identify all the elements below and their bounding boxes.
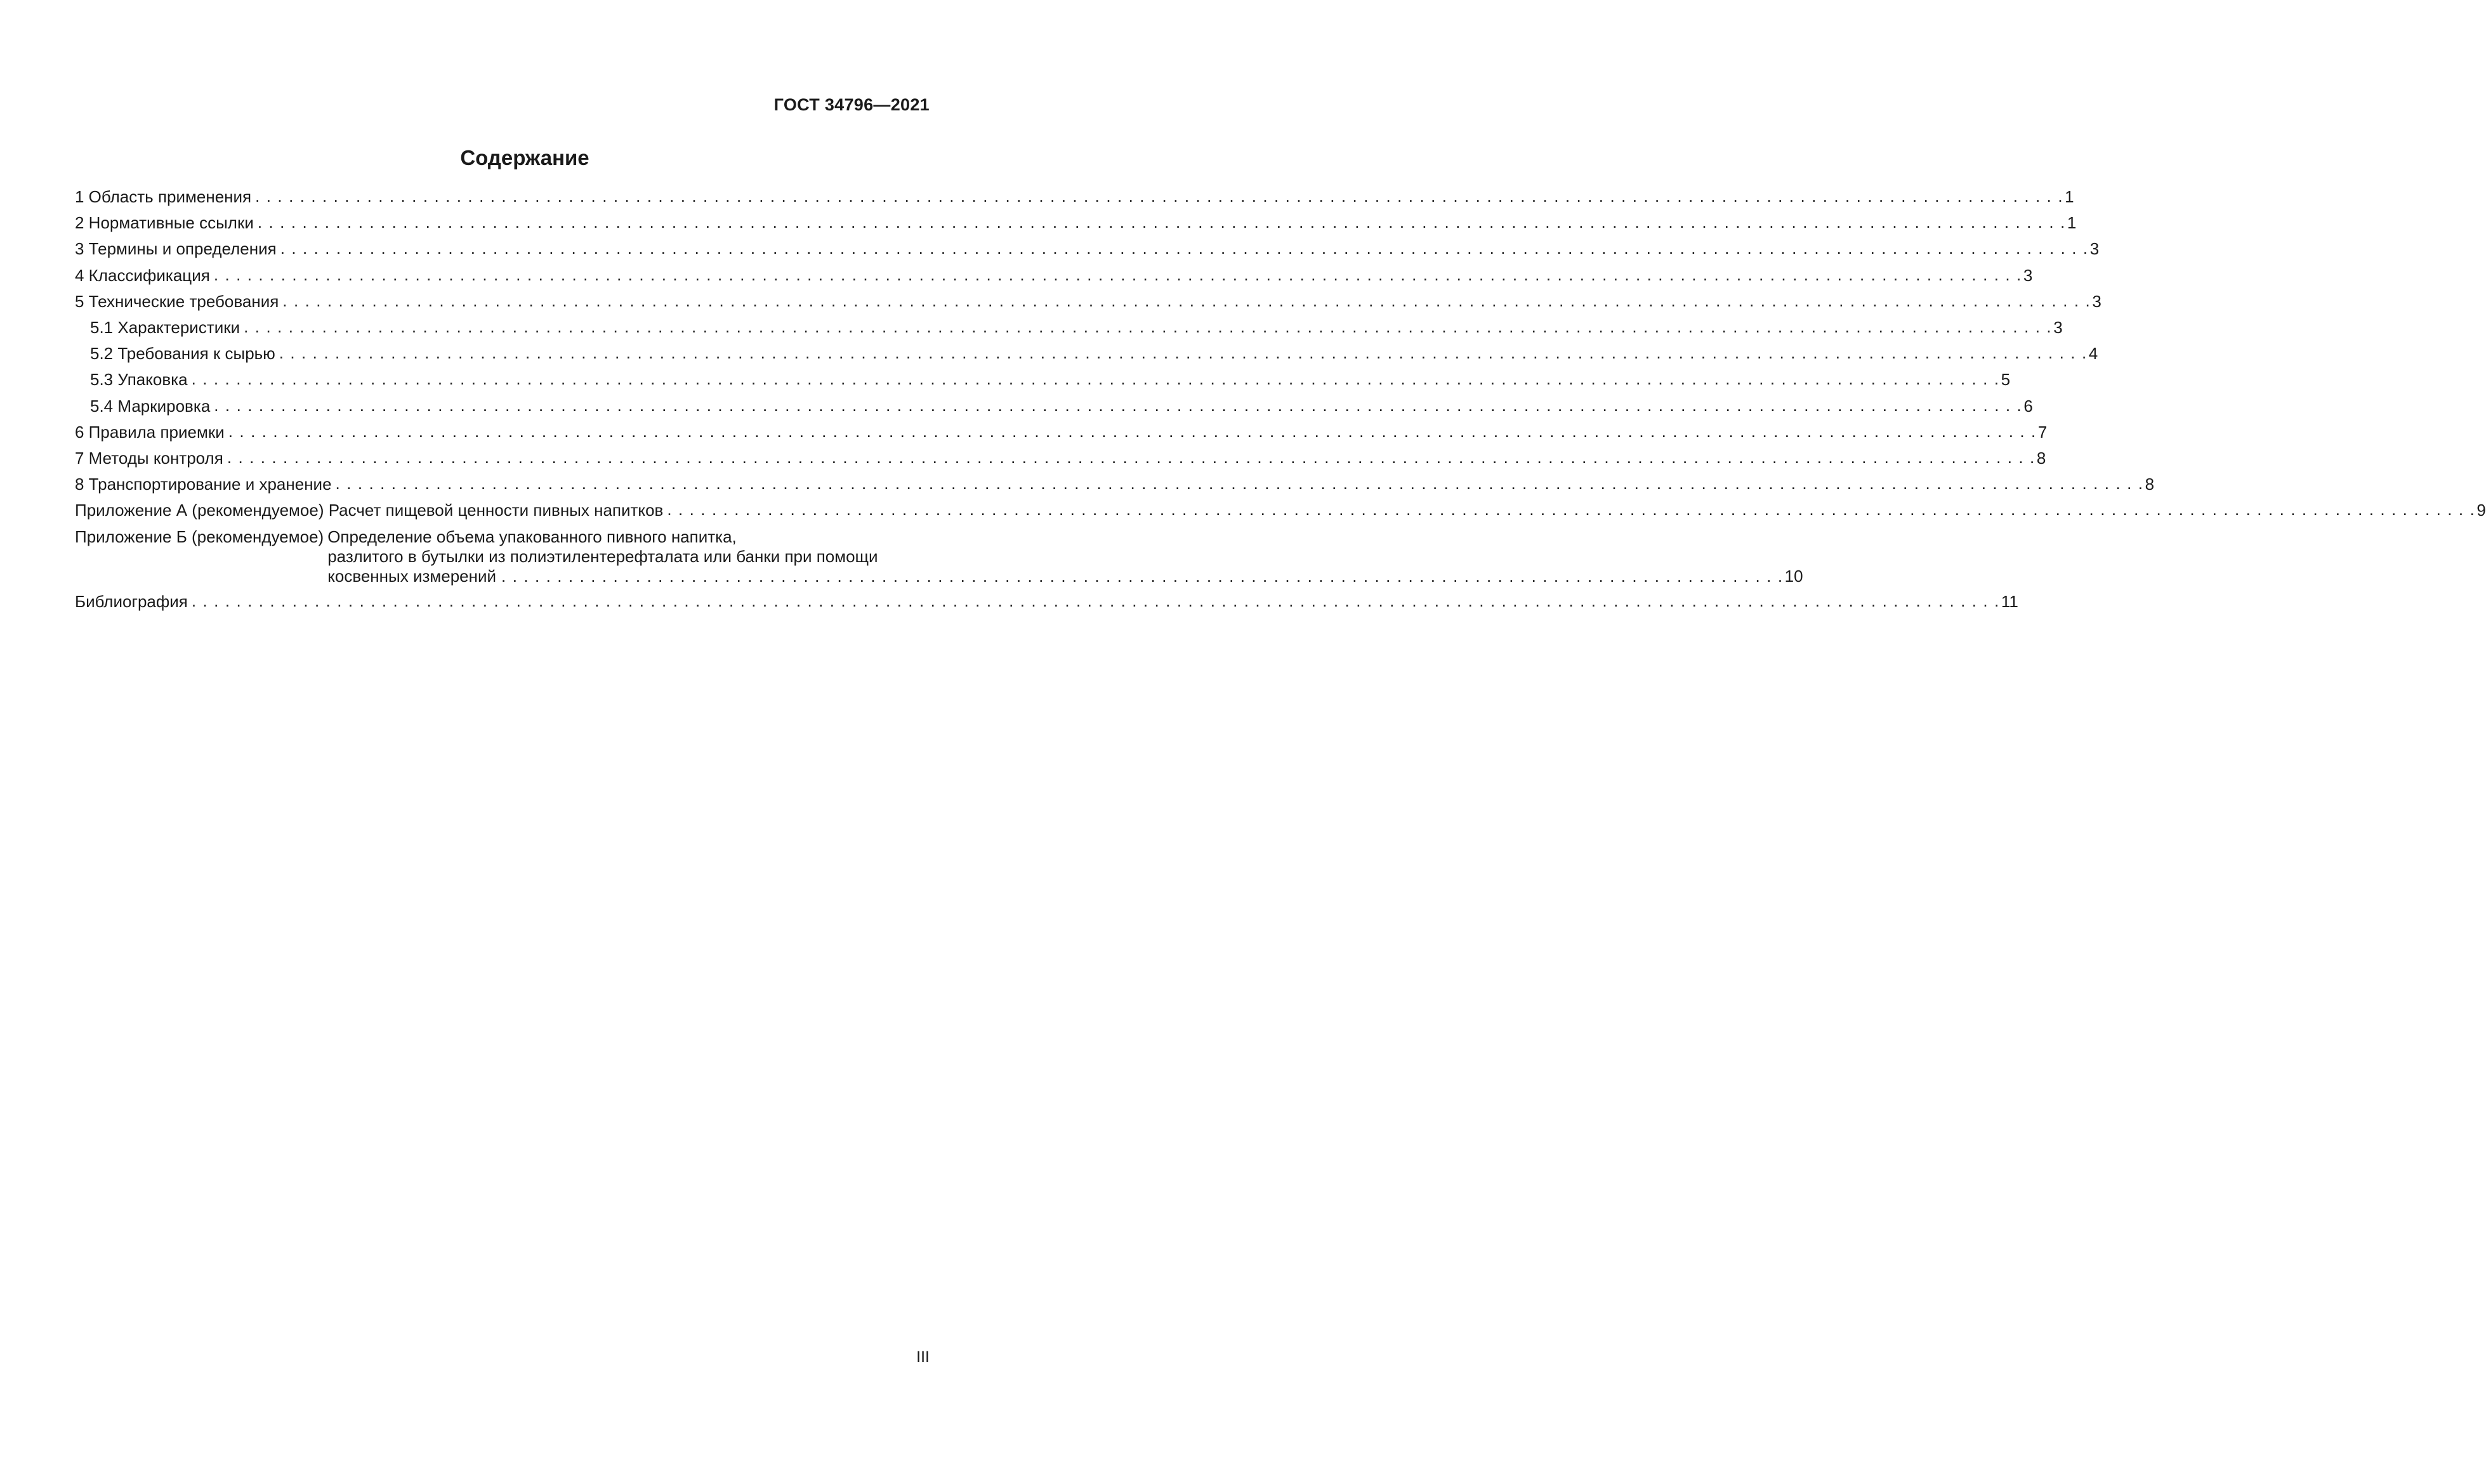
toc-entry-page: 8: [2145, 475, 2155, 494]
dot-leader: [501, 567, 1784, 586]
dot-leader: [258, 209, 2066, 235]
toc-entry-line: косвенных измерений: [327, 566, 497, 586]
toc-entry-label: Приложение А (рекомендуемое) Расчет пищевой ценности пивных напитков: [75, 501, 664, 520]
toc-entry-appendix-a[interactable]: [75, 497, 2486, 523]
toc-entry-label: 7 Методы контроля: [75, 449, 223, 468]
toc-entry-last-line: [327, 567, 1803, 586]
toc-entry-page: 3: [2023, 265, 2033, 285]
toc-entry-bibliography[interactable]: [75, 589, 2018, 615]
toc-entry-line: Определение объема упакованного пивного напитка,: [327, 527, 737, 546]
toc-entry-page: 6: [2023, 396, 2033, 416]
toc-entry-page: 4: [2088, 344, 2098, 364]
toc-entry-label: 5.3 Упаковка: [90, 370, 188, 390]
toc-entry-terms-definitions[interactable]: [75, 236, 2100, 262]
toc-entry-acceptance-rules[interactable]: [75, 419, 2048, 445]
toc-entry-label: Библиография: [75, 591, 188, 611]
toc-entry-page: 1: [2065, 187, 2074, 206]
toc-title: Содержание: [460, 146, 589, 169]
toc-entry-label: 5.2 Требования к сырью: [90, 344, 275, 364]
toc-entry-line: разлитого в бутылки из полиэтилентерефталата или банки при помощи: [327, 546, 878, 566]
toc-entry-page: 5: [2001, 370, 2011, 390]
toc-entry-transport-storage[interactable]: [75, 471, 2155, 497]
dot-leader: [255, 183, 2063, 209]
toc-entry-labeling[interactable]: [75, 393, 2033, 419]
dot-leader: [279, 340, 2088, 366]
dot-leader: [282, 288, 2091, 314]
toc-entry-label: 5 Технические требования: [75, 291, 279, 311]
toc-entry-label: 2 Нормативные ссылки: [75, 213, 254, 233]
toc-entry-packaging[interactable]: [75, 367, 2011, 393]
toc-entry-characteristics[interactable]: [75, 315, 2063, 341]
toc-entry-label: 8 Транспортирование и хранение: [75, 475, 332, 494]
toc-entry-page: 3: [2092, 291, 2101, 311]
toc-entry-label: 4 Классификация: [75, 265, 210, 285]
toc-entry-technical-requirements[interactable]: [75, 289, 2101, 315]
toc-entry-normative-references[interactable]: [75, 210, 2077, 236]
toc-entry-page: 10: [1784, 566, 1803, 586]
dot-leader: [192, 588, 2000, 614]
toc-entry-control-methods[interactable]: [75, 445, 2046, 471]
toc-entry-continuation: [324, 524, 1803, 586]
toc-entry-page: 8: [2036, 449, 2046, 468]
toc-entry-label: 6 Правила приемки: [75, 422, 225, 442]
toc-entry-classification[interactable]: [75, 263, 2033, 289]
toc-entry-page: 3: [2053, 318, 2063, 338]
dot-leader: [192, 366, 2000, 392]
dot-leader: [214, 393, 2022, 419]
dot-leader: [227, 445, 2035, 471]
toc-entry-label: 5.1 Характеристики: [90, 318, 240, 338]
toc-entry-label-prefix: Приложение Б (рекомендуемое): [75, 527, 324, 546]
dot-leader: [280, 235, 2089, 261]
toc-entry-page: 9: [2476, 501, 2486, 520]
toc-entry-label: 3 Термины и определения: [75, 239, 277, 259]
toc-entry-page: 1: [2067, 213, 2077, 233]
dot-leader: [244, 314, 2052, 340]
toc-entry-scope[interactable]: [75, 184, 2074, 210]
toc-entry-raw-material-requirements[interactable]: [75, 341, 2098, 367]
table-of-contents: [75, 184, 2486, 615]
standard-code: ГОСТ 34796—2021: [773, 95, 930, 114]
dot-leader: [667, 497, 2475, 523]
dot-leader: [336, 471, 2144, 497]
page-number: III: [916, 1348, 930, 1366]
toc-entry-appendix-b[interactable]: [75, 524, 1803, 586]
toc-entry-page: 7: [2037, 422, 2048, 442]
toc-entry-label: 1 Область применения: [75, 187, 252, 206]
dot-leader: [228, 419, 2037, 445]
dot-leader: [214, 262, 2022, 288]
toc-entry-page: 11: [2001, 591, 2018, 611]
toc-entry-page: 3: [2089, 239, 2100, 259]
toc-entry-label: 5.4 Маркировка: [90, 396, 211, 416]
